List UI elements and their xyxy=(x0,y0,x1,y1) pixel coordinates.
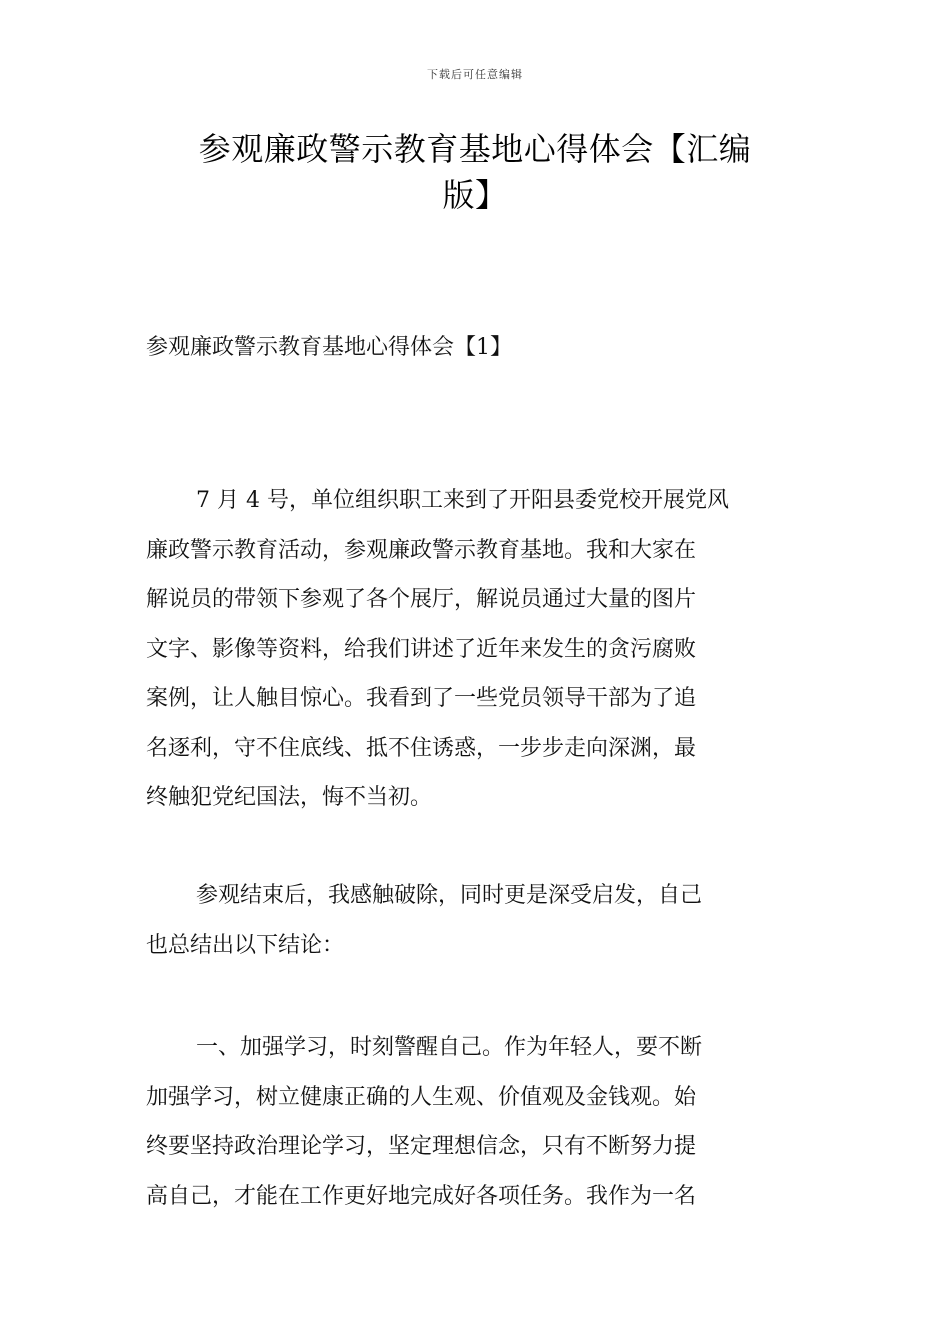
document-title-line-1: 参观廉政警示教育基地心得体会【汇编 xyxy=(198,130,752,168)
section-heading: 参观廉政警示教育基地心得体会【1】 xyxy=(146,335,512,360)
document-title-line-2: 版】 xyxy=(442,176,508,214)
paragraph-3 xyxy=(146,1023,808,1221)
paragraph-line: 7 月 4 号，单位组织职工来到了开阳县委党校开展党风 xyxy=(196,488,729,513)
document-title xyxy=(150,126,800,218)
paragraph-line: 终触犯党纪国法，悔不当初。 xyxy=(146,785,433,810)
paragraph-line: 高自己，才能在工作更好地完成好各项任务。我作为一名 xyxy=(146,1183,697,1209)
paragraph-line: 解说员的带领下参观了各个展厅，解说员通过大量的图片 xyxy=(146,587,697,612)
paragraph-line: 文字、影像等资料，给我们讲述了近年来发生的贪污腐败 xyxy=(146,636,697,662)
paragraph-1 xyxy=(146,476,808,823)
paragraph-line: 加强学习，树立健康正确的人生观、价值观及金钱观。始 xyxy=(146,1084,697,1110)
download-note: 下载后可任意编辑 xyxy=(427,68,523,81)
paragraph-2 xyxy=(146,871,808,970)
paragraph-line: 参观结束后，我感触破除，同时更是深受启发，自己 xyxy=(196,883,703,908)
paragraph-line: 案例，让人触目惊心。我看到了一些党员领导干部为了追 xyxy=(146,686,697,711)
paragraph-line: 也总结出以下结论： xyxy=(146,932,345,958)
paragraph-line: 一、加强学习，时刻警醒自己。作为年轻人，要不断 xyxy=(196,1035,703,1060)
paragraph-line: 终要坚持政治理论学习，坚定理想信念，只有不断努力提 xyxy=(146,1134,697,1159)
paragraph-line: 名逐利，守不住底线、抵不住诱惑，一步步走向深渊，最 xyxy=(146,735,697,761)
paragraph-line: 廉政警示教育活动，参观廉政警示教育基地。我和大家在 xyxy=(146,537,697,563)
